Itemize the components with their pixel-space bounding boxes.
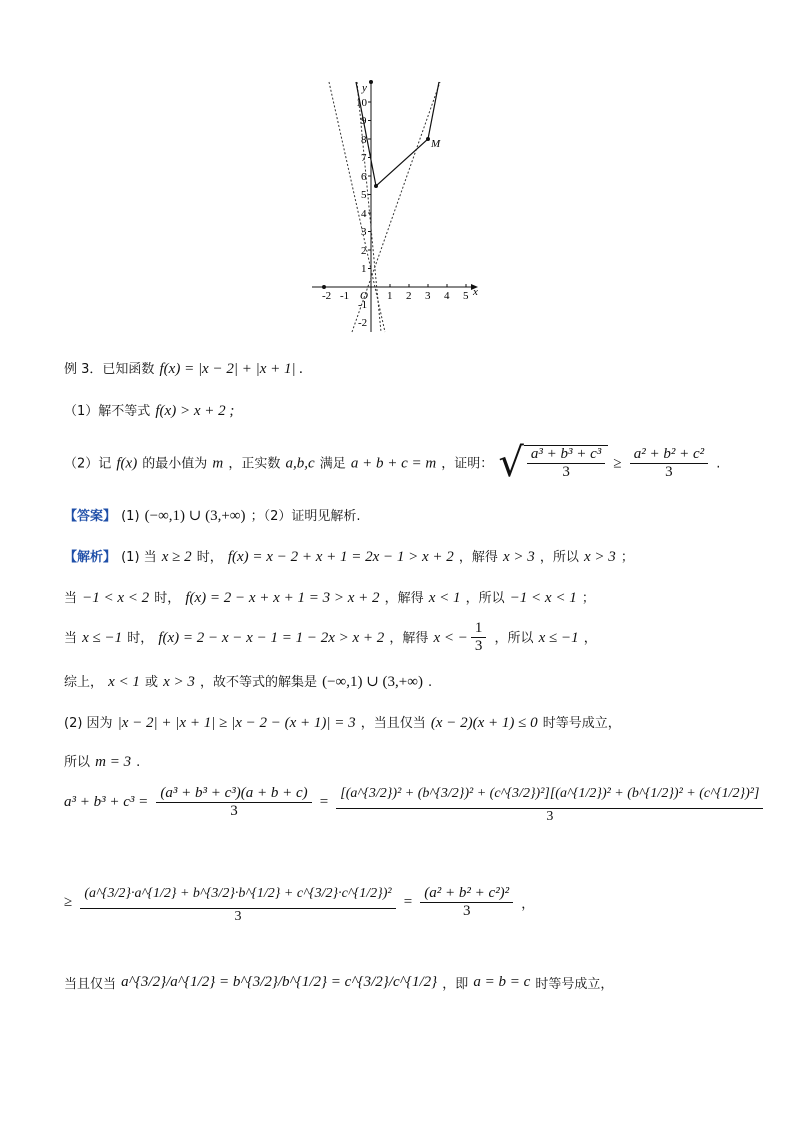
part2-m: m [212,455,224,472]
a1-sol: x > 3 [503,549,535,565]
part2-sum-eq: a + b + c = m [350,455,437,472]
eq1-equals: = [319,794,329,810]
part2-abc: a,b,c [285,455,315,472]
analysis-line-5 [64,712,621,732]
answer-p1: (1) [121,509,140,524]
example-label: 例 3．已知函数 [64,362,155,377]
part2-rhs-den: 3 [665,463,673,480]
a7-text-3: 时等号成立， [535,977,614,992]
part2-function: f(x) [116,455,138,472]
a2-text-2: 时， [154,591,181,606]
part2-text-3: 满足 [319,456,346,472]
a6-end: . [136,755,141,770]
y-tick-4: 4 [361,208,367,220]
y-tick-7: 7 [361,152,367,164]
a3-fraction [471,620,487,655]
part2-text-4: ，证明： [441,456,494,472]
a7-ratio: a^{3/2}/a^{1/2} = b^{3/2}/b^{1/2} = c^{3/2}/c^{1/2} [121,974,438,990]
a5-ineq: |x − 2| + |x + 1| ≥ |x − 2 − (x + 1)| = 3 [117,715,356,731]
y-tick-2: 2 [361,245,367,257]
a2-end: ； [581,591,595,606]
a2-text-3: ，解得 [384,591,424,606]
a6-text-1: 所以 [64,755,91,770]
a4-end: . [428,675,433,690]
eq1-big-num: [(a^{3/2})² + (b^{3/2})² + (c^{3/2})²][(a^{1/2})² + (b^{1/2})² + (c^{1/2})²] [336,780,763,809]
a6-m-value: m = 3 [95,754,132,770]
analysis-line-4 [64,671,432,691]
a1-text-2: 时， [196,550,223,565]
analysis-tag: 【解析】 [64,550,117,565]
x-tick-neg-1: -1 [340,290,350,302]
a3-end: ， [583,631,597,646]
function-graph [300,70,500,340]
eq2-ge: ≥ [64,894,73,910]
a4-text-1: 综上， [64,675,104,690]
a3-frac-num: 1 [471,620,487,638]
analysis-line-7 [64,972,613,992]
a3-expr: f(x) = 2 − x − x − 1 = 1 − 2x > x + 2 [158,630,385,646]
a3-cond: x ≤ −1 [82,630,123,646]
part2-rhs [630,446,708,481]
y-tick-8: 8 [361,134,367,146]
part2-text-2: ，正实数 [228,456,281,472]
y-tick-neg-1: -1 [358,299,368,311]
a5-text-3: 时等号成立， [542,716,621,731]
eq1-frac [156,785,311,820]
eq1-den: 3 [230,803,238,819]
x-tick-4: 4 [444,290,450,302]
equation-2 [64,880,534,925]
y-tick-3: 3 [361,226,367,238]
a2-text-1: 当 [64,591,78,606]
x-tick-3: 3 [425,290,431,302]
vertex-point [374,184,378,188]
a1-text-3: ，解得 [458,550,498,565]
y-tick-6: 6 [361,171,367,183]
part2-line: （2）记 f(x) 的最小值为 m ，正实数 a,b,c 满足 a + b + c = m ，证明： √ $\frac{\text{a³ + b³ + c³}}{3}$ ≥ $\frac{\text{a² + b² + c²}}{3}$ . [64,440,721,486]
eq2-equals: = [403,894,413,910]
y-tick-9: 9 [361,115,367,127]
a3-result: x ≤ −1 [538,630,579,646]
a7-equality: a = b = c [473,974,531,990]
part2-lhs-num: a³ + b³ + c³ [527,446,605,464]
a1-text-1: (1) 当 [121,550,157,565]
part2-sqrt: √ $\frac{\text{a³ + b³ + c³}}{3}$ [498,440,608,486]
dashed-line-steep-left [329,82,385,332]
a7-text-1: 当且仅当 [64,977,117,992]
eq2-den: 3 [234,909,242,924]
eq2-den2: 3 [462,903,471,919]
a3-frac-den: 3 [474,638,483,654]
eq2-end: ， [521,897,535,912]
answer-p2: ；（2）证明见解析. [250,509,361,524]
a4-cond-2: x > 3 [163,674,195,690]
x-tick-2: 2 [406,290,412,302]
answer-p1-set: (−∞,1) ∪ (3,+∞) [144,508,246,524]
a1-expr: f(x) = x − 2 + x + 1 = 2x − 1 > x + 2 [227,549,454,565]
part2-lhs-den: 3 [562,464,570,480]
part2-rhs-num: a² + b² + c² [630,446,708,464]
x-tick-5: 5 [463,290,469,302]
a3-sol: x < − [433,630,468,646]
x-tick-1: 1 [387,290,393,302]
answer-tag: 【答案】 [64,509,117,524]
a4-solution-set: (−∞,1) ∪ (3,+∞) [322,674,423,690]
eq2-num2: (a² + b² + c²)² [420,885,513,903]
a7-text-2: ，即 [442,977,469,992]
a1-text-4: ，所以 [539,550,579,565]
eq2-frac [80,880,395,925]
eq1-big-den: 3 [546,809,554,824]
a1-result: x > 3 [583,549,616,565]
a2-cond: −1 < x < 2 [82,590,150,606]
eq2-frac-2 [420,885,513,920]
analysis-line-2 [64,587,595,607]
y-tick-neg-2: -2 [358,317,368,329]
eq2-num: (a^{3/2}·a^{1/2} + b^{3/2}·b^{1/2} + c^{3/2}·c^{1/2})² [80,880,395,909]
a2-text-4: ，所以 [465,591,505,606]
answer-line [64,505,360,525]
example-function: f(x) = |x − 2| + |x + 1| . [159,361,304,377]
eq1-big-frac [336,780,763,825]
a1-end: ； [620,550,634,565]
a3-text-1: 当 [64,631,78,646]
a2-result: −1 < x < 1 [509,590,577,606]
a4-text-2: 或 [144,675,158,690]
a3-text-3: ，解得 [389,631,429,646]
y-tick-1: 1 [361,263,367,275]
example-line [64,358,303,378]
part2-end: . [716,456,721,472]
y-tick-10: 10 [356,97,367,109]
solid-graph [356,82,439,186]
origin-label: O [360,290,368,302]
analysis-line-3 [64,620,597,655]
a2-expr: f(x) = 2 − x + x + 1 = 3 > x + 2 [185,590,380,606]
x-axis-left-dot [322,285,326,289]
a2-sol: x < 1 [428,590,461,606]
equation-1 [64,780,766,825]
y-label: y [362,82,367,94]
part1-inequality: f(x) > x + 2 ; [155,403,235,419]
eq1-lhs: a³ + b³ + c³ = [64,794,149,810]
a5-text-2: ，当且仅当 [360,716,426,731]
a3-text-2: 时， [127,631,154,646]
part2-text-1: 的最小值为 [142,456,208,472]
x-tick-neg-2: -2 [322,290,332,302]
part2-label: （2）记 [64,456,112,472]
point-m [426,137,430,141]
analysis-line-1 [64,546,634,566]
a3-text-4: ，所以 [494,631,534,646]
a4-text-3: ，故不等式的解集是 [199,675,317,690]
a1-cond: x ≥ 2 [161,549,192,565]
x-label: x [473,286,478,298]
point-m-label: M [431,138,441,150]
part1-line [64,400,234,420]
analysis-line-6 [64,751,140,771]
a5-cond: (x − 2)(x + 1) ≤ 0 [430,715,538,731]
a4-cond-1: x < 1 [108,674,140,690]
eq1-num: (a³ + b³ + c³)(a + b + c) [156,785,311,803]
y-tick-5: 5 [361,189,367,201]
part1-label: （1）解不等式 [64,404,151,419]
a5-text-1: (2) 因为 [64,716,113,731]
y-axis-top-dot [369,80,373,84]
